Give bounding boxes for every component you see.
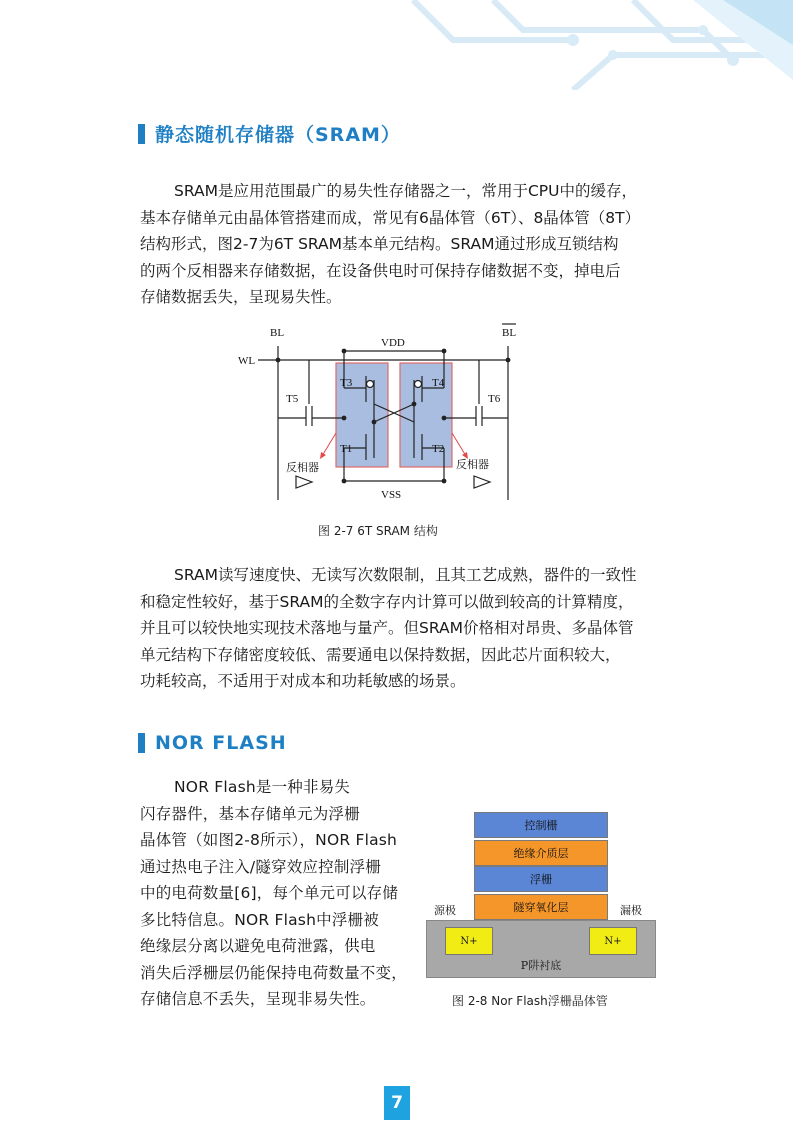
label-bl: BL — [270, 327, 285, 339]
text-line: 并且可以较快地实现技术落地与量产。但SRAM价格相对昂贵、多晶体管 — [140, 619, 634, 637]
substrate — [426, 920, 656, 978]
section-title-nor-flash — [138, 732, 287, 754]
label-t2: T2 — [432, 443, 445, 455]
title-bar — [138, 124, 145, 144]
text-line: SRAM是应用范围最广的易失性存储器之一，常用于CPU中的缓存， — [174, 182, 637, 200]
paragraph-sram-tradeoffs — [140, 562, 660, 695]
label-drain: 漏极 — [620, 904, 642, 917]
paragraph-sram-intro — [140, 178, 660, 311]
section-title-sram — [138, 120, 401, 147]
text-line: 单元结构下存储密度较低、需要通电以保持数据，因此芯片面积较大， — [140, 645, 621, 664]
text-line: 和稳定性较好，基于SRAM的全数字存内计算可以做到较高的计算精度， — [140, 592, 634, 611]
section-title-text: 静态随机存储器（SRAM） — [155, 124, 401, 146]
text-line: 结构形式，图2-7为6T SRAM基本单元结构。SRAM通过形成互锁结构 — [140, 235, 619, 253]
layer-floating-gate: 浮栅 — [474, 866, 608, 892]
text-line: 基本存储单元由晶体管搭建而成，常见有6晶体管（6T）、8晶体管（8T） — [140, 208, 641, 227]
text-line: 功耗较高，不适用于对成本和功耗敏感的场景。 — [140, 672, 466, 690]
label-t6: T6 — [488, 393, 501, 405]
label-wl: WL — [238, 355, 256, 367]
paragraph-nor-flash — [140, 774, 408, 1013]
text-line: NOR Flash是一种非易失 — [174, 778, 351, 796]
label-bl-bar: BL — [502, 327, 517, 339]
nor-flash-diagram — [424, 810, 658, 982]
section-title-text: NOR FLASH — [155, 732, 287, 754]
label-vdd: VDD — [381, 337, 405, 349]
label-vss: VSS — [381, 489, 402, 501]
layer-insulator: 绝缘介质层 — [474, 840, 608, 866]
text-line: 的两个反相器来存储数据，在设备供电时可保持存储数据不变，掉电后 — [140, 261, 621, 280]
label-substrate: P阱衬底 — [520, 959, 562, 972]
figure-caption-2-7: 图 2-7 6T SRAM 结构 — [318, 524, 438, 538]
label-t5: T5 — [286, 393, 299, 405]
label-inverter-left: 反相器 — [286, 461, 319, 474]
label-inverter-right: 反相器 — [456, 458, 489, 471]
text-line: 闪存器件，基本存储单元为浮栅 — [140, 804, 360, 823]
figure-caption-2-8: 图 2-8 Nor Flash浮栅晶体管 — [452, 994, 608, 1008]
n-plus-left: N+ — [445, 927, 493, 955]
layer-control-gate: 控制栅 — [474, 812, 608, 838]
text-line: 通过热电子注入/隧穿效应控制浮栅 — [140, 857, 381, 876]
text-line: 晶体管（如图2-8所示），NOR Flash — [140, 831, 398, 849]
title-bar — [138, 733, 145, 753]
label-t1: T1 — [340, 443, 353, 455]
label-source: 源极 — [434, 904, 456, 917]
text-line: 绝缘层分离以避免电荷泄露，供电 — [140, 937, 376, 955]
text-line: 多比特信息。NOR Flash中浮栅被 — [140, 910, 379, 929]
text-line: 存储信息不丢失，呈现非易失性。 — [140, 990, 376, 1008]
text-line: SRAM读写速度快、无读写次数限制，且其工艺成熟，器件的一致性 — [174, 566, 637, 584]
page-number: 7 — [384, 1086, 410, 1120]
label-t3: T3 — [340, 377, 353, 389]
text-line: 存储数据丢失，呈现易失性。 — [140, 288, 342, 306]
layer-tunnel-oxide: 隧穿氧化层 — [474, 894, 608, 920]
text-line: 中的电荷数量[6]，每个单元可以存储 — [140, 884, 399, 902]
header-decoration — [373, 0, 793, 90]
label-t4: T4 — [432, 377, 445, 389]
text-line: 消失后浮栅层仍能保持电荷数量不变， — [140, 963, 407, 982]
sram-circuit-diagram — [236, 318, 536, 504]
n-plus-right: N+ — [589, 927, 637, 955]
